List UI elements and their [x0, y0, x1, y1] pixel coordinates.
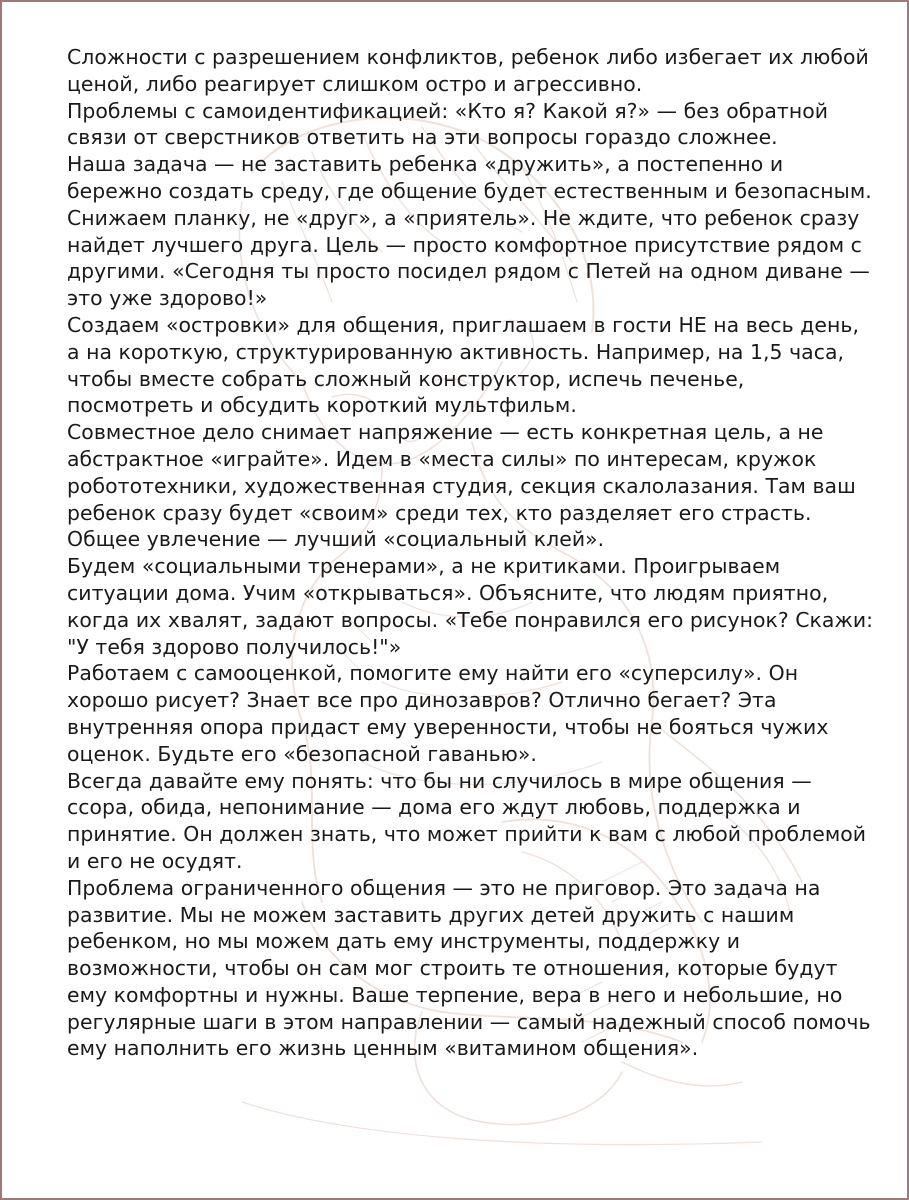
paragraph-islands: Создаем «островки» для общения, приглашаем в гости НЕ на весь день, а на короткую, структурированную активность. Например, на 1,5 часа, чтобы вместе собрать сложный конструктор, испечь печенье, посмотреть и обсудить короткий мультфильм.: [67, 312, 859, 418]
paragraph-shared-activity: Совместное дело снимает напряжение — есть конкретная цель, а не абстрактное «играйте». Идем в «места силы» по интересам, кружок робототехники, художественная студия, секция скалолазания. Там ваш ребенок сразу будет «своим» среди тех, кто разделяет его страсть. Общее увлечение — лучший «социальный клей».: [67, 420, 856, 552]
paragraph-self-identification: Проблемы с самоидентификацией: «Кто я? Какой я?» — без обратной связи от сверстников ответить на эти вопросы гораздо сложнее.: [67, 98, 829, 150]
paragraph-always-support: Всегда давайте ему понять: что бы ни случилось в мире общения — ссора, обида, непонимание — дома его ждут любовь, поддержка и принятие. Он должен знать, что может прийти к вам с любой проблемой и его не осудят.: [67, 768, 867, 873]
paragraph-social-trainers: Будем «социальными тренерами», а не критиками. Проигрываем ситуации дома. Учим «открываться». Объясните, что людям приятно, когда их хвалят, задают вопросы. «Тебе понравился его рисунок? Скажи: "У тебя здорово получилось!"»: [67, 554, 874, 659]
paragraph-conclusion: Проблема ограниченного общения — это не приговор. Это задача на развитие. Мы не можем заставить других детей дружить с нашим ребенком, но мы можем дать ему инструменты, поддержку и возможности, чтобы он сам мог строить те отношения, которые будут ему комфортны и нужны. Ваше терпение, вера в него и небольшие, но регулярные шаги в этом направлении — самый надежный способ помочь ему наполнить его жизнь ценным «витамином общения».: [67, 875, 871, 1061]
paragraph-our-task: Наша задача — не заставить ребенка «дружить», а постепенно и бережно создать среду, где общение будет естественным и безопасным. Снижаем планку, не «друг», а «приятель». Не ждите, что ребенок сразу найдет лучшего друга. Цель — просто комфортное присутствие рядом с другими. «Сегодня ты просто посидел рядом с Петей на одном диване — это уже здорово!»: [67, 152, 872, 311]
article-body: [67, 44, 877, 1062]
paragraph-conflicts: Сложности с разрешением конфликтов, ребенок либо избегает их любой ценой, либо реагирует слишком остро и агрессивно.: [67, 45, 869, 96]
paragraph-self-esteem: Работаем с самооценкой, помогите ему найти его «суперсилу». Он хорошо рисует? Знает все про динозавров? Отлично бегает? Эта внутренняя опора придаст ему уверенности, чтобы не бояться чужих оценок. Будьте его «безопасной гаванью».: [67, 661, 829, 766]
